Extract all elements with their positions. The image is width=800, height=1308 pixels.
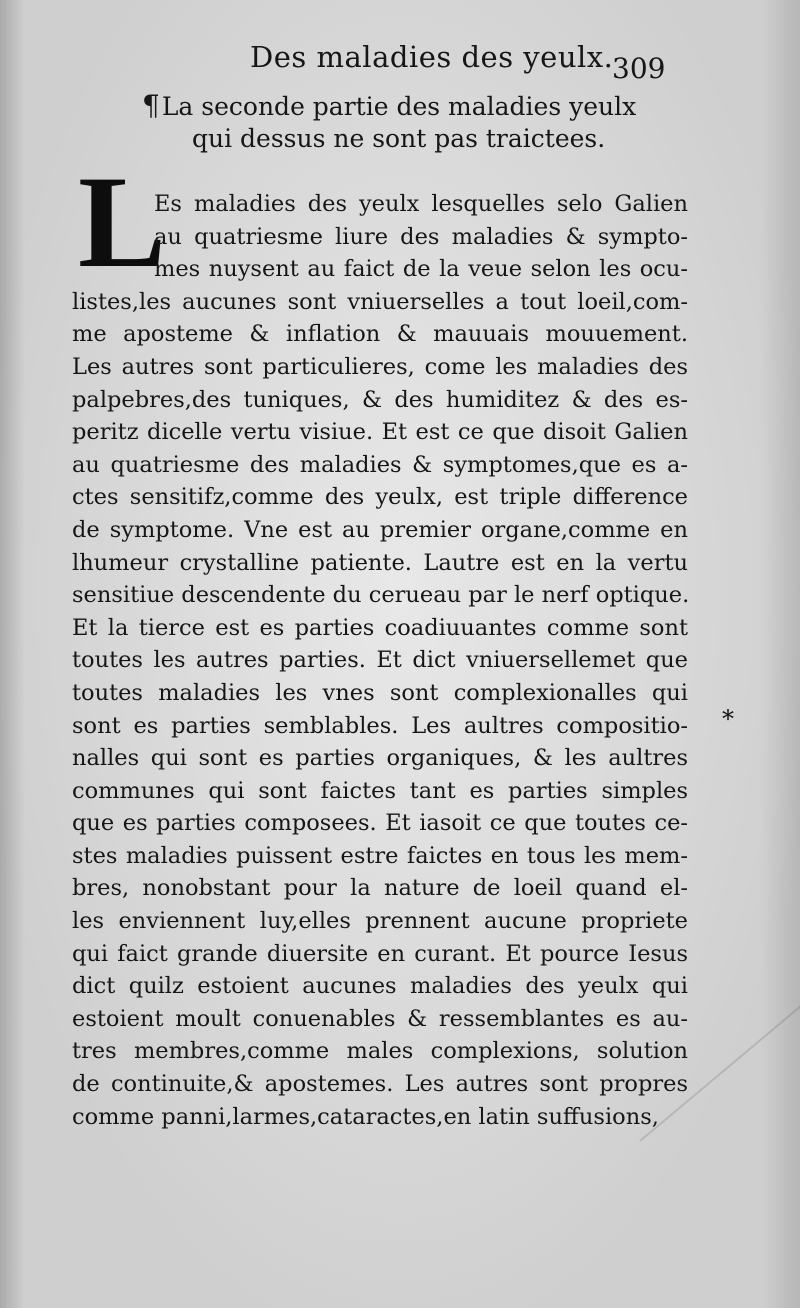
running-head: Des maladies des yeulx. xyxy=(250,40,614,74)
body-line: Es maladies des yeulx lesquelles selo Galien xyxy=(154,191,688,217)
body-line: me aposteme & inflation & mauuais mouuement. xyxy=(72,321,688,348)
heading-line-1-text: La seconde partie des maladies yeulx xyxy=(161,92,637,121)
body-line: que es parties composees. Et iasoit ce que toutes ce- xyxy=(72,810,688,837)
section-heading xyxy=(142,90,702,155)
body-line: Et la tierce est es parties coadiuuantes comme sont xyxy=(72,614,688,641)
body-line: au quatriesme des maladies & symptomes,que es a- xyxy=(72,451,688,478)
body-line: dict quilz estoient aucunes maladies des yeulx qui xyxy=(72,973,688,1000)
pilcrow-icon: ¶ xyxy=(142,89,160,122)
body-line: nalles qui sont es parties organiques, & les aultres xyxy=(72,745,688,772)
body-line: stes maladies puissent estre faictes en tous les mem- xyxy=(72,842,688,869)
body-line: de continuite,& apostemes. Les autres sont propres xyxy=(72,1071,688,1098)
body-line: de symptome. Vne est au premier organe,comme en xyxy=(72,516,688,543)
margin-asterisk-mark: * xyxy=(722,705,734,733)
body-line: communes qui sont faictes tant es parties simples xyxy=(72,777,688,804)
body-line: les enviennent luy,elles prennent aucune propriete xyxy=(72,908,688,935)
body-line: listes,les aucunes sont vniuerselles a tout loeil,com- xyxy=(72,288,688,315)
body-line: palpebres,des tuniques, & des humiditez & des es- xyxy=(72,386,688,413)
body-line: peritz dicelle vertu visiue. Et est ce que disoit Galien xyxy=(72,419,688,446)
body-line: sensitiue descendente du cerueau par le nerf optique. xyxy=(72,582,690,609)
body-line: mes nuysent au faict de la veue selon les ocu- xyxy=(154,256,688,283)
drop-initial: L xyxy=(78,148,167,295)
body-line: toutes maladies les vnes sont complexionalles qui xyxy=(72,679,688,706)
body-line: qui faict grande diuersite en curant. Et pource Iesus xyxy=(72,940,688,967)
body-line: bres, nonobstant pour la nature de loeil quand el- xyxy=(72,875,688,902)
body-text xyxy=(72,188,688,1133)
heading-line-1 xyxy=(142,90,702,123)
body-line: ctes sensitifz,comme des yeulx, est triple difference xyxy=(72,484,688,511)
body-line: estoient moult conuenables & ressemblantes es au- xyxy=(72,1005,688,1032)
body-line: toutes les autres parties. Et dict vniuersellemet que xyxy=(72,647,688,674)
page-number: 309 xyxy=(612,52,666,85)
body-line: tres membres,comme males complexions, solution xyxy=(72,1038,688,1065)
body-line: Les autres sont particulieres, come les maladies des xyxy=(72,353,688,380)
body-line: au quatriesme liure des maladies & sympto- xyxy=(154,223,688,250)
body-line: lhumeur crystalline patiente. Lautre est en la vertu xyxy=(72,549,688,576)
body-line: sont es parties semblables. Les aultres compositio- xyxy=(72,712,688,739)
heading-line-2: qui dessus ne sont pas traictees. xyxy=(192,124,606,153)
body-line: comme panni,larmes,cataractes,en latin suffusions, xyxy=(72,1103,659,1130)
